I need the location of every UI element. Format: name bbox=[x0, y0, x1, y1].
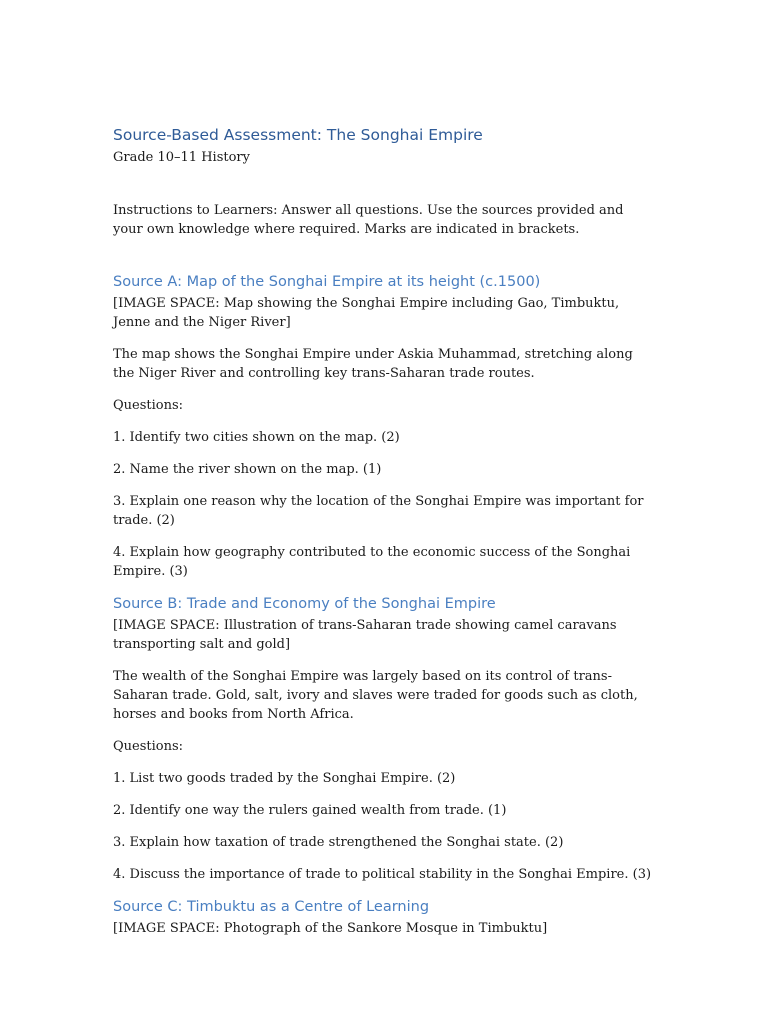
source-c-section bbox=[113, 897, 653, 938]
document-body bbox=[113, 125, 653, 938]
source-a-description: The map shows the Songhai Empire under Askia Muhammad, stretching along the Niger River and controlling key trans-Saharan trade routes. bbox=[113, 347, 633, 381]
source-a-question-3: 3. Explain one reason why the location of the Songhai Empire was important for trade. (2) bbox=[113, 494, 644, 528]
source-b-heading: Source B: Trade and Economy of the Songhai Empire bbox=[113, 596, 496, 612]
source-b-description: The wealth of the Songhai Empire was largely based on its control of trans-Saharan trade. Gold, salt, ivory and slaves were traded for goods such as cloth, horses and books from North Africa. bbox=[113, 669, 638, 722]
source-a-section bbox=[113, 272, 653, 581]
source-a-question-2: 2. Name the river shown on the map. (1) bbox=[113, 462, 382, 477]
source-a-image-placeholder: [IMAGE SPACE: Map showing the Songhai Empire including Gao, Timbuktu, Jenne and the Niger River] bbox=[113, 296, 620, 330]
document-title: Source-Based Assessment: The Songhai Empire bbox=[113, 126, 483, 144]
source-b-question-2: 2. Identify one way the rulers gained wealth from trade. (1) bbox=[113, 803, 507, 818]
source-b-question-3: 3. Explain how taxation of trade strengthened the Songhai state. (2) bbox=[113, 835, 564, 850]
source-b-questions-label: Questions: bbox=[113, 739, 184, 754]
instructions-paragraph: Instructions to Learners: Answer all questions. Use the sources provided and your own knowledge where required. Marks are indicated in brackets. bbox=[113, 203, 624, 237]
grade-subtitle: Grade 10–11 History bbox=[113, 150, 250, 165]
source-b-image-placeholder: [IMAGE SPACE: Illustration of trans-Saharan trade showing camel caravans transporting salt and gold] bbox=[113, 618, 617, 652]
source-b-question-4: 4. Discuss the importance of trade to political stability in the Songhai Empire. (3) bbox=[113, 867, 652, 882]
source-a-heading: Source A: Map of the Songhai Empire at its height (c.1500) bbox=[113, 274, 541, 290]
source-a-questions-label: Questions: bbox=[113, 398, 184, 413]
source-a-question-4: 4. Explain how geography contributed to the economic success of the Songhai Empire. (3) bbox=[113, 545, 631, 579]
source-b-section bbox=[113, 594, 653, 884]
source-c-heading: Source C: Timbuktu as a Centre of Learning bbox=[113, 899, 430, 915]
source-a-question-1: 1. Identify two cities shown on the map. (2) bbox=[113, 430, 400, 445]
source-b-question-1: 1. List two goods traded by the Songhai Empire. (2) bbox=[113, 771, 456, 786]
source-c-image-placeholder: [IMAGE SPACE: Photograph of the Sankore Mosque in Timbuktu] bbox=[113, 921, 548, 936]
